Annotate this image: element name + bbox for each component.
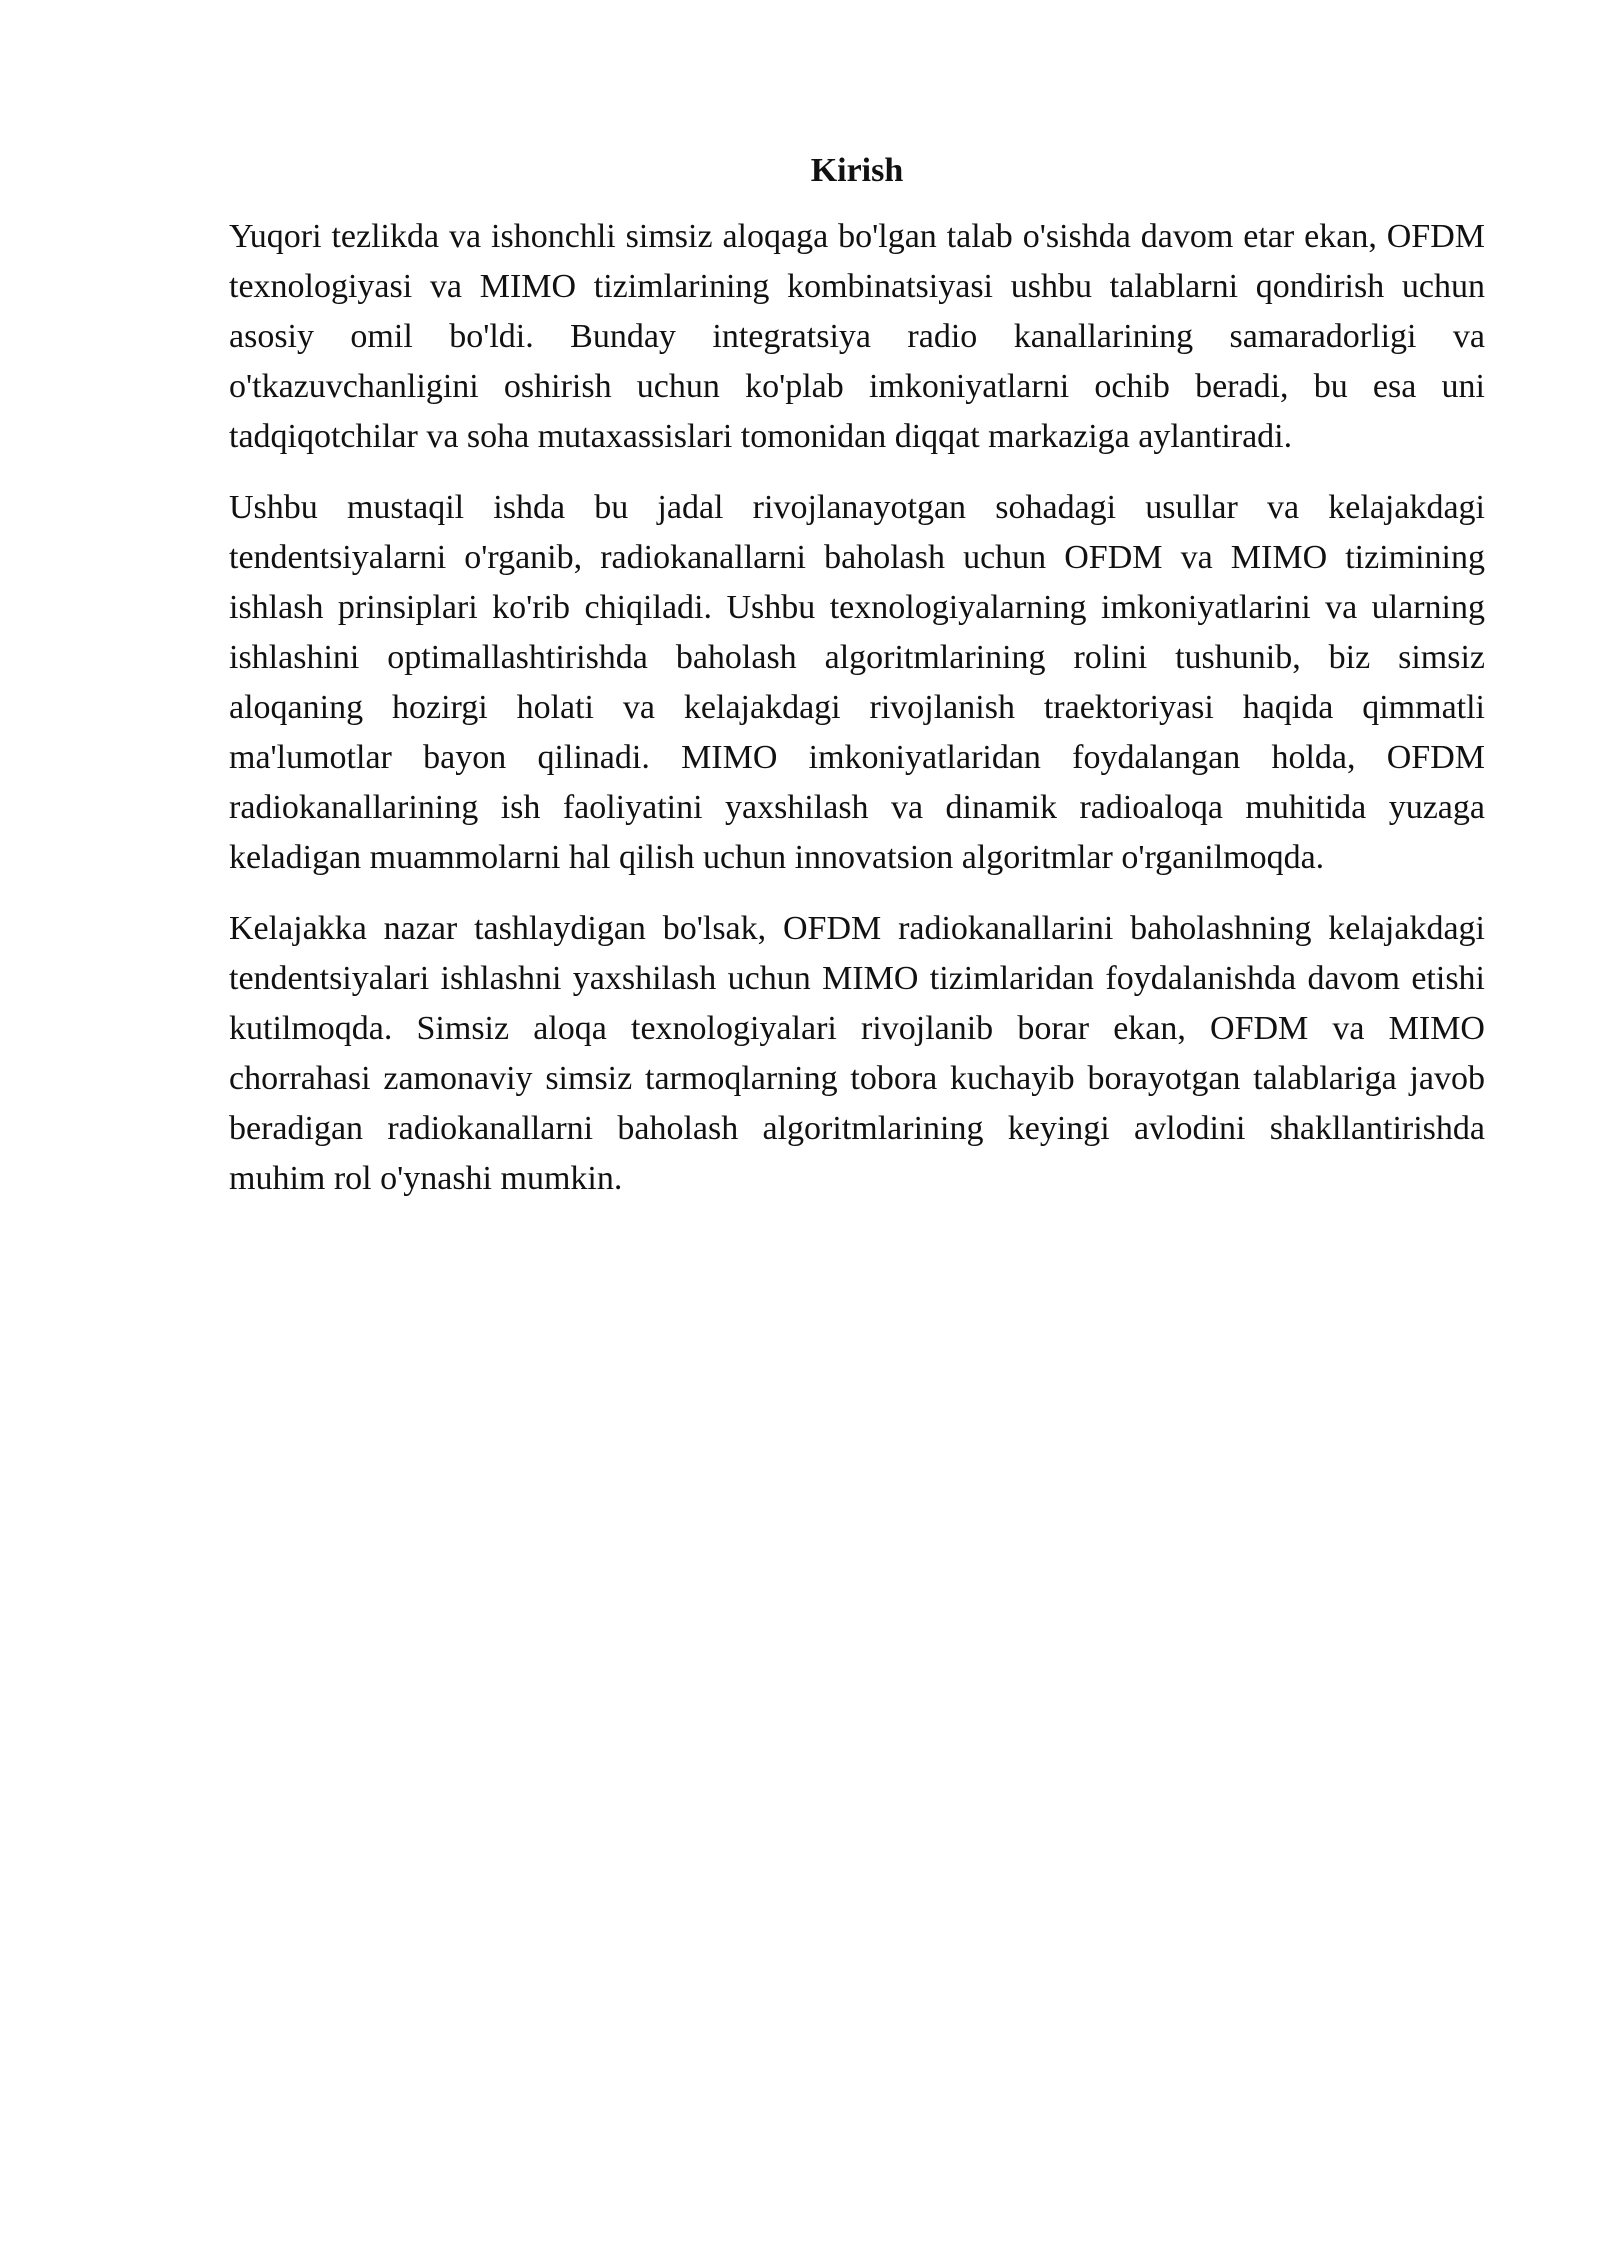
page-title: Kirish [810, 152, 904, 189]
paragraph-1: Yuqori tezlikda va ishonchli simsiz aloqaga bo'lgan talab o'sishda davom etar ekan, OFDM texnologiyasi va MIMO tizimlarining kombinatsiyasi ushbu talablarni qondirish uchun asosiy omil bo'ldi. Bunday integratsiya radio kanallarining samaradorligi va o'tkazuvchanligini oshirish uchun ko'plab imkoniyatlarni ochib beradi, bu esa uni tadqiqotchilar va soha mutaxassislari tomonidan diqqat markaziga aylantiradi. [229, 218, 1485, 455]
paragraph-3: Kelajakka nazar tashlaydigan bo'lsak, OFDM radiokanallarini baholashning kelajakdagi tendentsiyalari ishlashni yaxshilash uchun MIMO tizimlaridan foydalanishda davom etishi kutilmoqda. Simsiz aloqa texnologiyalari rivojlanib borar ekan, OFDM va MIMO chorrahasi zamonaviy simsiz tarmoqlarning tobora kuchayib borayotgan talablariga javob beradigan radiokanallarni baholash algoritmlarining keyingi avlodini shakllantirishda muhim rol o'ynashi mumkin. [229, 910, 1485, 1197]
paragraph-2: Ushbu mustaqil ishda bu jadal rivojlanayotgan sohadagi usullar va kelajakdagi tendentsiyalarni o'rganib, radiokanallarni baholash uchun OFDM va MIMO tizimining ishlash prinsiplari ko'rib chiqiladi. Ushbu texnologiyalarning imkoniyatlarini va ularning ishlashini optimallashtirishda baholash algoritmlarining rolini tushunib, biz simsiz aloqaning hozirgi holati va kelajakdagi rivojlanish traektoriyasi haqida qimmatli ma'lumotlar bayon qilinadi. MIMO imkoniyatlaridan foydalangan holda, OFDM radiokanallarining ish faoliyatini yaxshilash va dinamik radioaloqa muhitida yuzaga keladigan muammolarni hal qilish uchun innovatsion algoritmlar o'rganilmoqda. [229, 489, 1485, 876]
document-body [229, 148, 1485, 1225]
